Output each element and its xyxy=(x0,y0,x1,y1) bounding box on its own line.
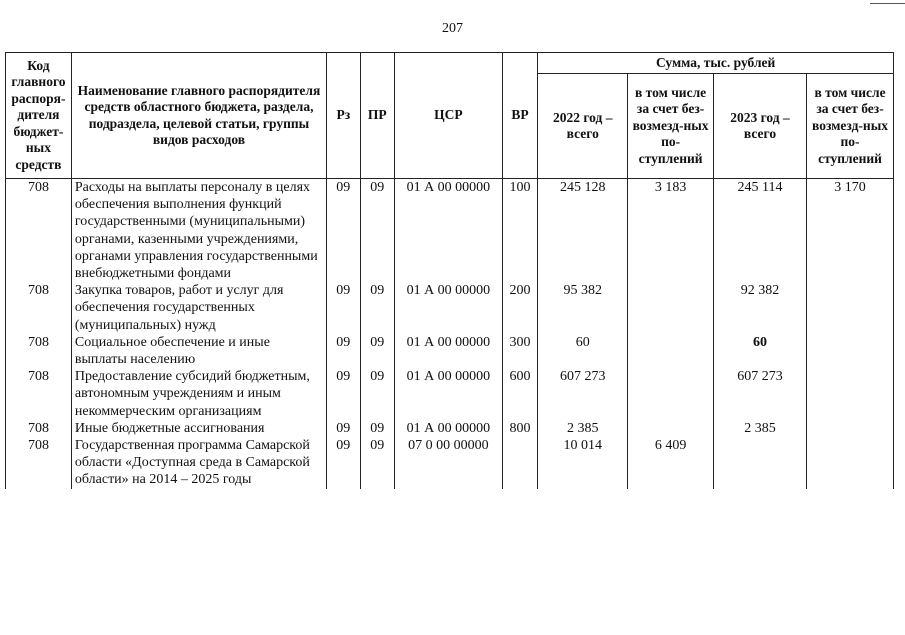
table-row xyxy=(6,368,894,420)
cell-name: Государственная программа Самарской области «Доступная среда в Самарской области» на 2014 – 2025 годы xyxy=(71,437,326,489)
header-pr: ПР xyxy=(360,53,395,179)
cell-vr: 800 xyxy=(502,420,538,437)
cell-2022-free xyxy=(628,368,714,420)
cell-code: 708 xyxy=(6,282,72,334)
cell-2022-total: 60 xyxy=(538,334,628,368)
cell-vr: 300 xyxy=(502,334,538,368)
cell-2023-total: 245 114 xyxy=(713,179,806,283)
cell-2022-total: 10 014 xyxy=(538,437,628,489)
cell-vr: 600 xyxy=(502,368,538,420)
cell-2023-total: 2 385 xyxy=(713,420,806,437)
cell-2022-free xyxy=(628,334,714,368)
header-name: Наименование главного распорядителя средств областного бюджета, раздела, подраздела, целевой статьи, группы видов расходов xyxy=(71,53,326,179)
table-row xyxy=(6,334,894,368)
cell-name: Расходы на выплаты персоналу в целях обеспечения выполнения функций государственными (муниципальными) органами, казенными учреждениями, органами управления государственными внебюджетными фондами xyxy=(71,179,326,283)
cell-pr: 09 xyxy=(360,334,395,368)
page-number: 207 xyxy=(442,21,463,36)
cell-code: 708 xyxy=(6,437,72,489)
cell-code: 708 xyxy=(6,368,72,420)
cell-rz: 09 xyxy=(327,437,360,489)
cell-2022-total: 607 273 xyxy=(538,368,628,420)
cell-csr: 01 А 00 00000 xyxy=(395,282,503,334)
cell-rz: 09 xyxy=(327,420,360,437)
cell-pr: 09 xyxy=(360,368,395,420)
cell-2023-free xyxy=(807,334,894,368)
cell-2023-total: 92 382 xyxy=(713,282,806,334)
cell-code: 708 xyxy=(6,420,72,437)
cell-code: 708 xyxy=(6,179,72,283)
cell-2023-free: 3 170 xyxy=(807,179,894,283)
table-row xyxy=(6,420,894,437)
header-2022-free: в том числе за счет без-возмезд-ных по-ступлений xyxy=(628,74,714,179)
cell-csr: 01 А 00 00000 xyxy=(395,179,503,283)
header-2023-free: в том числе за счет без-возмезд-ных по-ступлений xyxy=(807,74,894,179)
table-row xyxy=(6,437,894,489)
cell-vr: 200 xyxy=(502,282,538,334)
header-sum-group: Сумма, тыс. рублей xyxy=(538,53,894,74)
cell-2023-free xyxy=(807,437,894,489)
table-row xyxy=(6,282,894,334)
header-2022-total: 2022 год – всего xyxy=(538,74,628,179)
cell-name: Социальное обеспечение и иные выплаты населению xyxy=(71,334,326,368)
cell-2023-free xyxy=(807,368,894,420)
cell-vr: 100 xyxy=(502,179,538,283)
cell-2023-total: 60 xyxy=(713,334,806,368)
cell-2022-free xyxy=(628,282,714,334)
cell-2022-free: 3 183 xyxy=(628,179,714,283)
cell-name: Предоставление субсидий бюджетным, автономным учреждениям и иным некоммерческим организациям xyxy=(71,368,326,420)
cell-2022-free: 6 409 xyxy=(628,437,714,489)
cell-2022-total: 2 385 xyxy=(538,420,628,437)
header-vr: ВР xyxy=(502,53,538,179)
budget-table xyxy=(5,52,894,489)
cell-vr xyxy=(502,437,538,489)
table-row xyxy=(6,179,894,283)
cell-2022-total: 95 382 xyxy=(538,282,628,334)
top-rule xyxy=(870,3,905,4)
cell-csr: 01 А 00 00000 xyxy=(395,368,503,420)
cell-name: Иные бюджетные ассигнования xyxy=(71,420,326,437)
cell-csr: 07 0 00 00000 xyxy=(395,437,503,489)
header-code: Код главного распоря-дителя бюджет-ных средств xyxy=(6,53,72,179)
header-csr: ЦСР xyxy=(395,53,503,179)
cell-2023-free xyxy=(807,420,894,437)
cell-name: Закупка товаров, работ и услуг для обеспечения государственных (муниципальных) нужд xyxy=(71,282,326,334)
cell-2022-free xyxy=(628,420,714,437)
cell-csr: 01 А 00 00000 xyxy=(395,334,503,368)
cell-csr: 01 А 00 00000 xyxy=(395,420,503,437)
cell-pr: 09 xyxy=(360,179,395,283)
cell-2023-total xyxy=(713,437,806,489)
header-2023-total: 2023 год – всего xyxy=(713,74,806,179)
cell-2022-total: 245 128 xyxy=(538,179,628,283)
cell-2023-free xyxy=(807,282,894,334)
cell-pr: 09 xyxy=(360,437,395,489)
cell-rz: 09 xyxy=(327,282,360,334)
cell-rz: 09 xyxy=(327,368,360,420)
cell-rz: 09 xyxy=(327,334,360,368)
cell-code: 708 xyxy=(6,334,72,368)
cell-2023-total: 607 273 xyxy=(713,368,806,420)
cell-pr: 09 xyxy=(360,282,395,334)
cell-pr: 09 xyxy=(360,420,395,437)
header-rz: Рз xyxy=(327,53,360,179)
cell-rz: 09 xyxy=(327,179,360,283)
